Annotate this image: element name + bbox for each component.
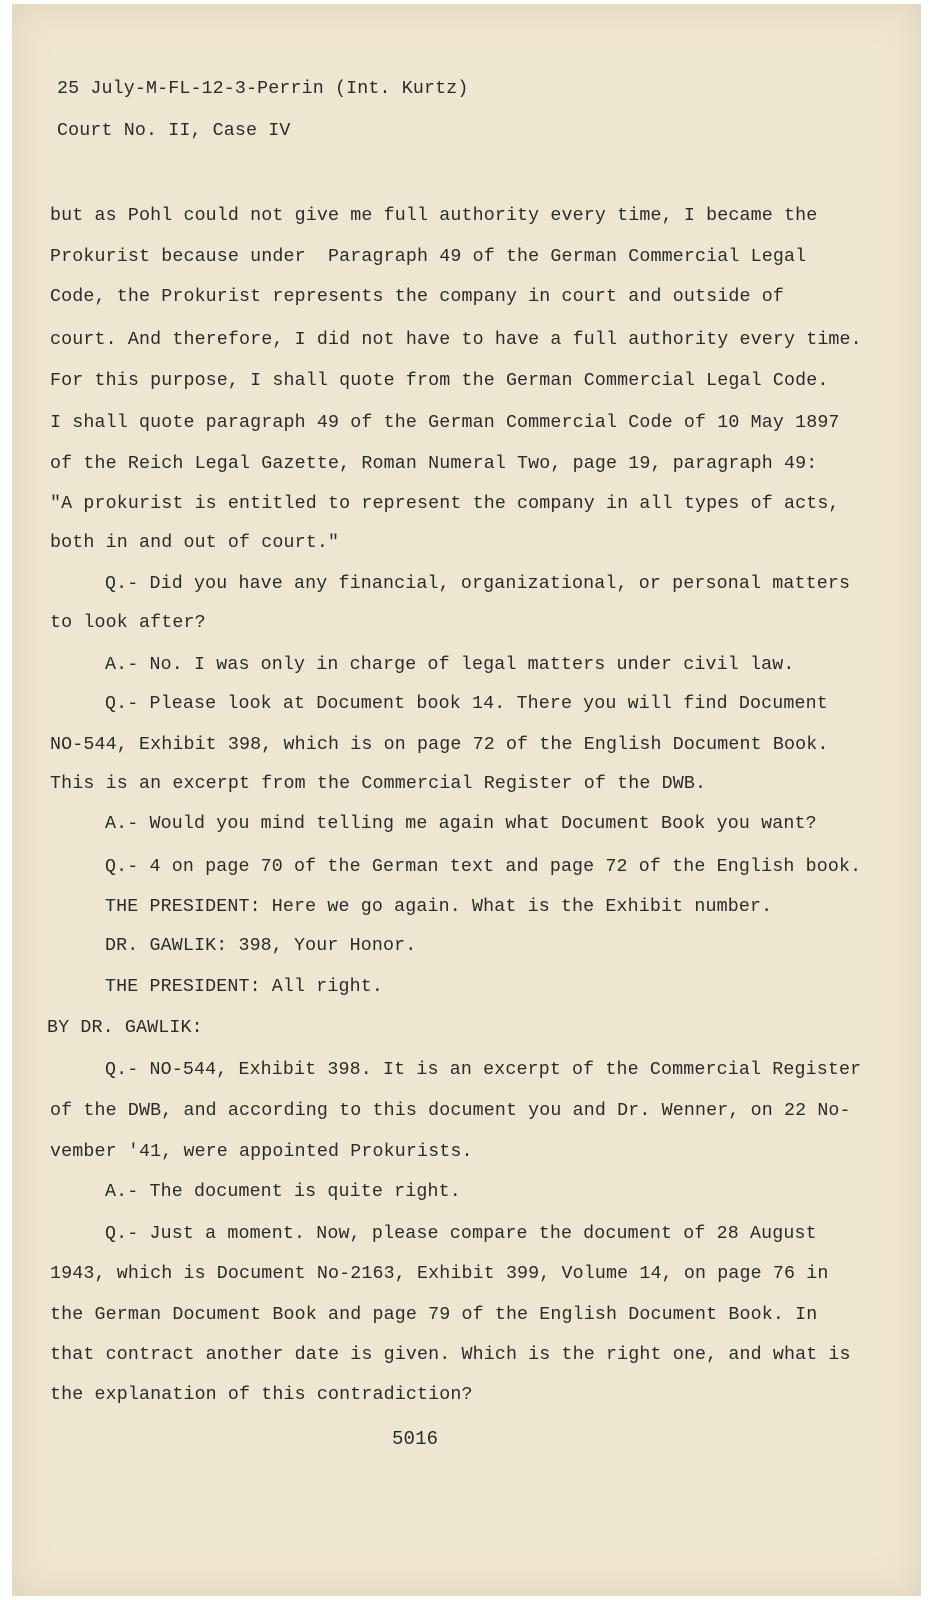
text-line: I shall quote paragraph 49 of the German Commercial Code of 10 May 1897 [50, 413, 840, 433]
text-line: For this purpose, I shall quote from the German Commercial Legal Code. [50, 371, 829, 391]
text-line: the German Document Book and page 79 of the English Document Book. In [50, 1305, 818, 1325]
document-page [12, 4, 921, 1596]
text-line: court. And therefore, I did not have to have a full authority every time. [50, 330, 862, 350]
text-line: that contract another date is given. Which is the right one, and what is [50, 1345, 851, 1365]
text-line: of the DWB, and according to this document you and Dr. Wenner, on 22 No- [50, 1101, 851, 1121]
text-line: Q.- Did you have any financial, organizational, or personal matters [105, 574, 851, 594]
text-line: Prokurist because under Paragraph 49 of the German Commercial Legal [50, 247, 807, 267]
text-line: 1943, which is Document No-2163, Exhibit 399, Volume 14, on page 76 in [50, 1264, 829, 1284]
text-line: THE PRESIDENT: All right. [105, 977, 384, 997]
text-line: vember '41, were appointed Prokurists. [50, 1142, 473, 1162]
text-line: BY DR. GAWLIK: [47, 1018, 203, 1038]
text-line: A.- The document is quite right. [105, 1182, 461, 1202]
text-line: Code, the Prokurist represents the company in court and outside of [50, 287, 784, 307]
text-line: of the Reich Legal Gazette, Roman Numeral Two, page 19, paragraph 49: [50, 454, 818, 474]
text-line: Q.- Please look at Document book 14. There you will find Document [105, 694, 828, 714]
text-line: to look after? [50, 613, 206, 633]
text-line: A.- No. I was only in charge of legal matters under civil law. [105, 655, 795, 675]
text-line: both in and out of court." [50, 533, 340, 553]
header-reference: 25 July-M-FL-12-3-Perrin (Int. Kurtz) [57, 79, 469, 99]
header-court: Court No. II, Case IV [57, 121, 291, 141]
text-line: THE PRESIDENT: Here we go again. What is the Exhibit number. [105, 897, 773, 917]
text-line: A.- Would you mind telling me again what Document Book you want? [105, 814, 817, 834]
text-line: Q.- 4 on page 70 of the German text and page 72 of the English book. [105, 857, 862, 877]
text-line: Q.- NO-544, Exhibit 398. It is an excerpt of the Commercial Register [105, 1060, 862, 1080]
text-line: NO-544, Exhibit 398, which is on page 72 of the English Document Book. [50, 735, 829, 755]
text-line: DR. GAWLIK: 398, Your Honor. [105, 936, 417, 956]
page-number: 5016 [392, 1428, 439, 1450]
text-line: "A prokurist is entitled to represent the company in all types of acts, [50, 494, 840, 514]
text-line: but as Pohl could not give me full authority every time, I became the [50, 206, 818, 226]
text-line: the explanation of this contradiction? [50, 1385, 473, 1405]
text-line: Q.- Just a moment. Now, please compare the document of 28 August [105, 1224, 817, 1244]
text-line: This is an excerpt from the Commercial Register of the DWB. [50, 774, 707, 794]
